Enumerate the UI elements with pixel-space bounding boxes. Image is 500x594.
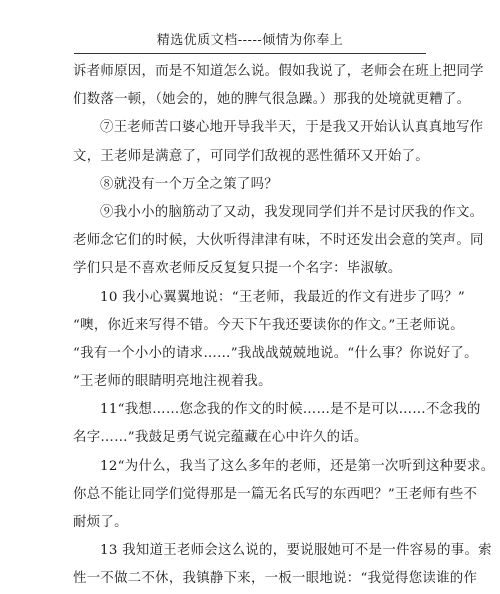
text-line: 诉者师原因，而是不知道怎么说。假如我说了，老师会在班上把同学 <box>73 64 484 79</box>
text-line: 你总不能让同学们觉得那是一篇无名氏写的东西吧？”王老师有些不 <box>73 486 478 502</box>
text-line: 11“我想……您念我的作文的时候……是不是可以……不念我的 <box>100 402 481 418</box>
text-line: 12“为什么，我当了这么多年的老师，还是第一次听到这种要求。 <box>100 458 495 474</box>
paragraph <box>73 171 433 199</box>
text-line: “噢，你近来写得不错。今天下午我还要读你的作文。”王老师说。 <box>73 317 464 333</box>
paragraph <box>73 199 484 284</box>
text-line: 10 我小心翼翼地说：“王老师，我最近的作文有进步了吗？” <box>100 289 466 305</box>
paragraph <box>73 58 484 114</box>
text-line: 老师念它们的时候，大伙听得津津有味，不时还发出会意的笑声。同 <box>73 233 484 249</box>
paragraph <box>73 114 484 170</box>
text-line: 们数落一顿，（她会的，她的脾气很急躁。）那我的处境就更糟了。 <box>73 92 471 108</box>
text-line: ⑦王老师苦口婆心地开导我半天，于是我又开始认认真真地写作 <box>100 120 484 136</box>
paragraph <box>73 537 492 593</box>
text-line: 13 我知道王老师会这么说的，要说服她可不是一件容易的事。索 <box>100 543 492 559</box>
text-line: 文，王老师是满意了，可同学们敌视的恶性循环又开始了。 <box>73 148 429 164</box>
text-line: ”王老师的眼睛明亮地注视着我。 <box>73 374 272 390</box>
header-divider <box>74 53 426 54</box>
text-line: ⑧就没有一个万全之策了吗？ <box>100 176 278 192</box>
paragraph <box>73 396 481 452</box>
text-line: “我有一个小小的请求……”我战战兢兢地说。“什么事？你说好了。 <box>73 345 478 361</box>
paragraph <box>73 284 478 397</box>
paragraph <box>73 453 495 538</box>
text-line: ⑨我小小的脑筋动了又动，我发现同学们并不是讨厌我的作文。 <box>100 204 484 220</box>
page-header: 精选优质文档-----倾情为你奉上 <box>156 33 344 48</box>
text-line: 名字……”我鼓足勇气说完蕴藏在心中许久的话。 <box>73 430 368 446</box>
text-line: 性一不做二不休，我镇静下来，一板一眼地说：“我觉得您读谁的作 <box>73 571 478 587</box>
document-body <box>73 58 495 594</box>
text-line: 学们只是不喜欢老师反反复复只提一个名字：毕淑敏。 <box>73 261 402 277</box>
text-line: 耐烦了。 <box>73 515 128 530</box>
